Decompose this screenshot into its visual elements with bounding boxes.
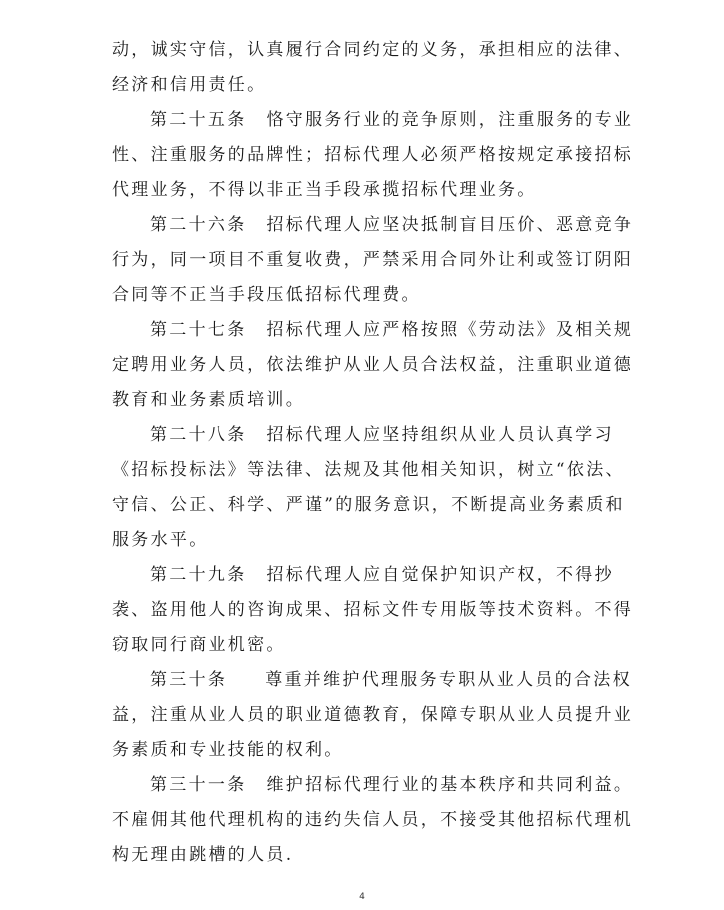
text-line: 益，注重从业人员的职业道德教育，保障专职从业人员提升业 xyxy=(112,705,634,725)
article-number: 第二十六条 xyxy=(150,215,247,235)
text-line: 窃取同行商业机密。 xyxy=(112,635,286,655)
article-29 xyxy=(112,558,612,593)
article-text: 招标代理人应坚持组织从业人员认真学习 xyxy=(266,425,614,445)
article-text: 招标代理人应严格按照《劳动法》及相关规 xyxy=(266,320,634,340)
article-number: 第二十五条 xyxy=(150,110,247,130)
article-number: 第二十九条 xyxy=(150,565,247,585)
text-line: 动，诚实守信，认真履行合同约定的义务，承担相应的法律、 xyxy=(112,40,634,60)
text-line: 代理业务，不得以非正当手段承揽招标代理业务。 xyxy=(112,180,537,200)
article-number: 第二十七条 xyxy=(150,320,247,340)
text-line: 构无理由跳槽的人员. xyxy=(112,845,294,865)
text-line: 性、注重服务的品牌性；招标代理人必须严格按规定承接招标 xyxy=(112,145,634,165)
article-26 xyxy=(112,208,634,243)
text-line: 合同等不正当手段压低招标代理费。 xyxy=(112,285,421,305)
article-text: 招标代理人应自觉保护知识产权，不得抄 xyxy=(266,565,614,585)
article-28 xyxy=(112,418,612,453)
article-27 xyxy=(112,313,634,348)
article-25 xyxy=(112,103,634,138)
article-number: 第二十八条 xyxy=(150,425,247,445)
text-line: 袭、盗用他人的咨询成果、招标文件专用版等技术资料。不得 xyxy=(112,600,634,620)
article-number: 第三十条 xyxy=(150,670,228,690)
page-number: 4 xyxy=(359,892,365,902)
article-text: 维护招标代理行业的基本秩序和共同利益。 xyxy=(266,775,634,795)
article-text: 招标代理人应坚决抵制盲目压价、恶意竞争 xyxy=(266,215,634,235)
text-line: 服务水平。 xyxy=(112,530,209,550)
article-number: 第三十一条 xyxy=(150,775,247,795)
text-line: 经济和信用责任。 xyxy=(112,75,267,95)
text-line: 不雇佣其他代理机构的违约失信人员，不接受其他招标代理机 xyxy=(112,810,634,830)
text-line: 定聘用业务人员，依法维护从业人员合法权益，注重职业道德 xyxy=(112,355,634,375)
text-line: 教育和业务素质培训。 xyxy=(112,390,305,410)
document-body xyxy=(112,33,634,873)
article-30 xyxy=(112,663,632,698)
text-line: 行为，同一项目不重复收费，严禁采用合同外让利或签订阴阳 xyxy=(112,250,634,270)
article-text: 恪守服务行业的竞争原则，注重服务的专业 xyxy=(266,110,634,130)
text-line: 守信、公正、科学、严谨”的服务意识，不断提高业务素质和 xyxy=(112,495,625,515)
text-line: 务素质和专业技能的权利。 xyxy=(112,740,344,760)
article-31 xyxy=(112,768,634,803)
text-line: 《招标投标法》等法律、法规及其他相关知识，树立“依法、 xyxy=(112,460,625,480)
article-text: 尊重并维护代理服务专职从业人员的合法权 xyxy=(265,670,632,690)
